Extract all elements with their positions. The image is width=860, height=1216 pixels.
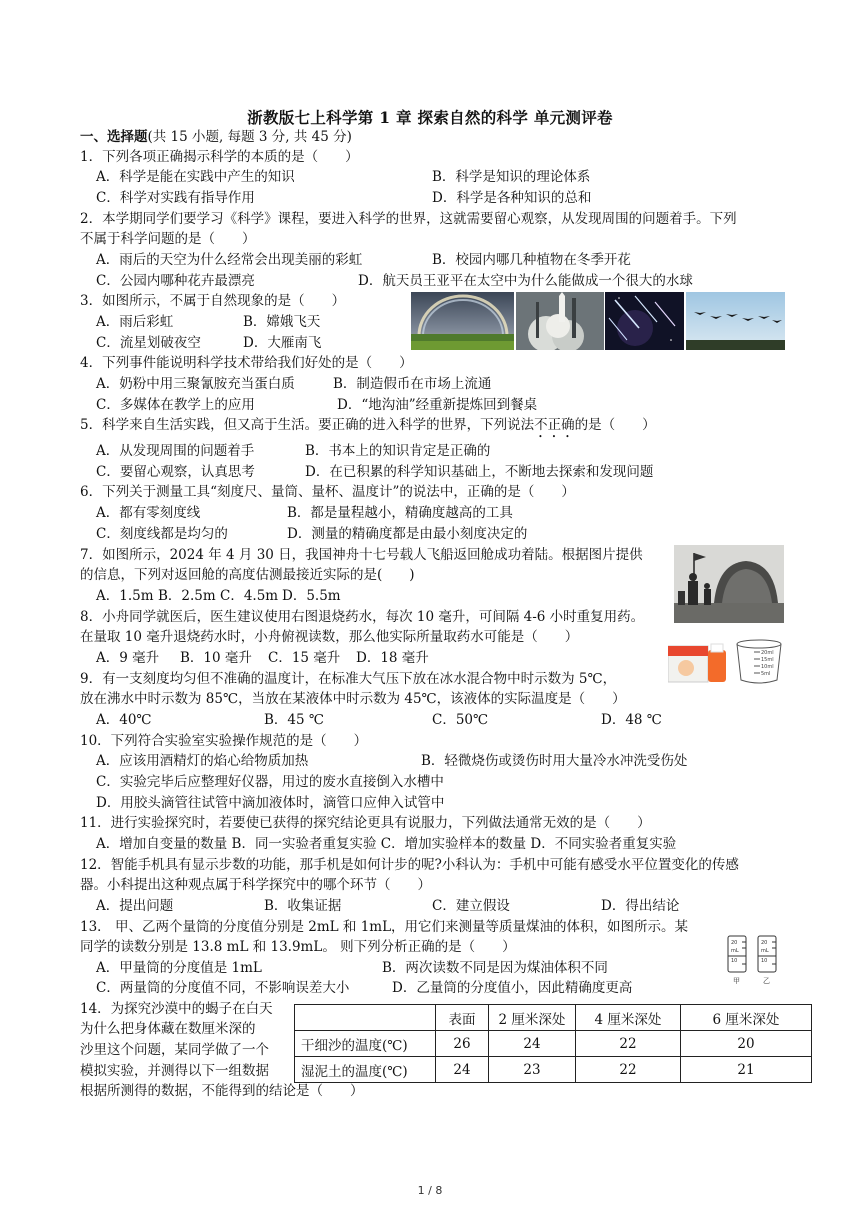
q1-option-d: D．科学是各种知识的总和 [432,190,592,206]
question-14-line-3: 沙里这个问题，某同学做了一个 [80,1042,269,1058]
q5-option-a: A．从发现周围的问题着手 [96,443,255,459]
question-14-line-2: 为什么把身体藏在数厘米深的 [80,1021,256,1037]
question-12-stem: 12．智能手机具有显示步数的功能，那手机是如何计步的呢?小科认为：手机中可能有感受水平位置变化的传感 [80,857,739,873]
table-cell: 23 [489,1057,576,1083]
cyl-mark-20-b: 20 [761,940,768,946]
question-8-stem-cont: 在量取 10 毫升退烧药水时，小舟俯视读数，那么他实际所量取药水可能是（ ） [80,629,579,645]
q6-option-d: D．测量的精确度都是由最小刻度决定的 [287,526,528,542]
section-note: (共 15 小题, 每题 3 分, 共 45 分) [147,129,352,145]
q11-options: A．增加自变量的数量 B．同一实验者重复实验 C．增加实验样本的数量 D．不同实验者重复实验 [96,836,677,852]
table-cell: 20 [681,1031,812,1057]
q13-option-a: A．甲量筒的分度值是 1mL [96,960,262,976]
q10-option-a: A．应该用酒精灯的焰心给物质加热 [96,753,309,769]
question-14-line-5: 根据所测得的数据，不能得到的结论是（ ） [80,1083,364,1099]
capsule-landing-photo [674,545,784,623]
question-10-stem: 10．下列符合实验室实验操作规范的是（ ） [80,733,368,749]
table-header-cell: 2 厘米深处 [489,1005,576,1031]
q10-option-c: C．实验完毕后应整理好仪器，用过的废水直接倒入水槽中 [96,774,444,790]
page-title: 浙教版七上科学第 1 章 探索自然的科学 单元测评卷 [247,108,613,127]
q5-option-c: C．要留心观察，认真思考 [96,464,255,480]
q5-stem-pre: 5．科学来自生活实践，但又高于生活。要正确的进入科学的世界，下列说法 [80,417,535,433]
q5-option-d: D．在已积累的科学知识基础上，不断地去探索和发现问题 [305,464,654,480]
question-2-stem-cont: 不属于科学问题的是（ ） [80,231,256,247]
question-7-stem-cont: 的信息，下列对返回舱的高度估测最接近实际的是( ) [80,567,415,583]
graduated-cylinders-diagram [722,934,786,986]
q12-option-c: C．建立假设 [432,898,510,914]
q13-option-d: D．乙量筒的分度值小，因此精确度更高 [392,980,633,996]
table-cell: 24 [489,1031,576,1057]
question-4-stem: 4．下列事件能说明科学技术带给我们好处的是（ ） [80,355,413,371]
question-13-stem-cont: 同学的读数分别是 13.8 mL 和 13.9mL。 则下列分析正确的是（ ） [80,939,516,955]
q3-option-c: C．流星划破夜空 [96,335,201,351]
table-row [295,1057,812,1083]
q10-option-d: D．用胶头滴管往试管中滴加液体时，滴管口应伸入试管中 [96,795,445,811]
q7-option-a: A．1.5m [96,588,154,604]
q13-option-c: C．两量筒的分度值不同，不影响误差大小 [96,980,350,996]
temperature-table [294,1004,812,1083]
q4-option-c: C．多媒体在教学上的应用 [96,397,255,413]
medicine-box-photo [668,640,728,684]
q7-option-b: B．2.5m [158,588,216,604]
question-12-stem-cont: 器。小科提出这种观点属于科学探究中的哪个环节（ ） [80,877,431,893]
cyl-mark-10: 10 [731,958,738,964]
q6-option-a: A．都有零刻度线 [96,505,201,521]
q5-option-b: B．书本上的知识肯定是正确的 [305,443,491,459]
cylinder-label-jia: 甲 [733,977,740,985]
rocket-launch-photo [516,292,604,350]
section-label: 一、选择题 [80,129,148,145]
cyl-mark-ml: mL [731,948,739,954]
q9-option-a: A．40℃ [96,712,152,728]
question-7-stem: 7．如图所示，2024 年 4 月 30 日，我国神舟十七号载人飞船返回舱成功着陆。根据图片提供 [80,547,643,563]
q2-option-c: C．公园内哪种花卉最漂亮 [96,273,255,289]
q8-option-d: D．18 毫升 [356,650,429,666]
q6-option-b: B．都是量程越小，精确度越高的工具 [287,505,513,521]
question-9-stem: 9．有一支刻度均匀但不准确的温度计，在标准大气压下放在冰水混合物中时示数为 5℃， [80,671,617,687]
table-header-cell: 表面 [436,1005,489,1031]
table-header-cell [295,1005,436,1031]
question-9-stem-cont: 放在沸水中时示数为 85℃，当放在某液体中时示数为 45℃，该液体的实际温度是（ ） [80,691,626,707]
q4-option-b: B．制造假币在市场上流通 [333,376,492,392]
q7-option-d: D．5.5m [282,588,341,604]
table-row [295,1031,812,1057]
q3-option-a: A．雨后彩虹 [96,314,174,330]
cup-mark-15: 15ml [761,657,774,663]
q12-option-b: B．收集证据 [264,898,342,914]
page-number: 1 / 8 [417,1184,443,1197]
table-row-header: 湿泥土的温度(℃) [295,1057,436,1083]
q6-option-c: C．刻度线都是均匀的 [96,526,228,542]
q9-option-d: D．48 ℃ [601,712,662,728]
q2-option-a: A．雨后的天空为什么经常会出现美丽的彩虹 [96,252,363,268]
table-cell: 22 [576,1057,681,1083]
question-5-stem [80,415,656,441]
question-14-line-4: 模拟实验，并测得以下一组数据 [80,1063,269,1079]
meteor-photo [605,292,684,350]
table-header-row [295,1005,812,1031]
table-header-cell: 4 厘米深处 [576,1005,681,1031]
q4-option-a: A．奶粉中用三聚氰胺充当蛋白质 [96,376,295,392]
table-header-cell: 6 厘米深处 [681,1005,812,1031]
section-heading [80,127,352,147]
cylinder-label-yi: 乙 [763,977,770,985]
q8-option-b: B．10 毫升 [180,650,252,666]
question-8-stem: 8．小舟同学就医后，医生建议使用右图退烧药水，每次 10 毫升，可间隔 4-6 小时重复用药。 [80,609,645,625]
table-row-header: 干细沙的温度(℃) [295,1031,436,1057]
q8-option-c: C．15 毫升 [268,650,341,666]
q3-option-b: B．嫦娥飞天 [243,314,321,330]
question-2-stem: 2．本学期同学们要学习《科学》课程，要进入科学的世界，这就需要留心观察，从发现周围的问题着手。下列 [80,211,737,227]
q10-option-b: B．轻微烧伤或烫伤时用大量冷水冲洗受伤处 [421,753,688,769]
table-cell: 26 [436,1031,489,1057]
q3-option-d: D．大雁南飞 [243,335,322,351]
q9-option-b: B．45 ℃ [264,712,324,728]
q7-option-c: C．4.5m [220,588,279,604]
q5-stem-post: 的是（ ） [574,417,656,433]
q8-option-a: A．9 毫升 [96,650,160,666]
question-3-stem: 3．如图所示，不属于自然现象的是（ ） [80,293,346,309]
q12-option-d: D．得出结论 [601,898,680,914]
cyl-mark-20: 20 [731,940,738,946]
table-cell: 22 [576,1031,681,1057]
cup-mark-5: 5ml [761,671,771,677]
question-1-stem: 1．下列各项正确揭示科学的本质的是（ ） [80,149,359,165]
question-6-stem: 6．下列关于测量工具“刻度尺、量筒、量杯、温度计”的说法中，正确的是（ ） [80,484,575,500]
q1-option-c: C．科学对实践有指导作用 [96,190,255,206]
q5-stem-emphasis: 不正确 [534,417,575,433]
table-cell: 21 [681,1057,812,1083]
question-14-line-1: 14．为探究沙漠中的蝎子在白天 [80,1001,273,1017]
cup-mark-10: 10ml [761,664,774,670]
rainbow-photo [411,292,514,350]
wild-geese-photo [686,292,785,350]
q13-option-b: B．两次读数不同是因为煤油体积不同 [382,960,608,976]
q4-option-d: D．“地沟油”经重新提炼回到餐桌 [337,397,538,413]
q12-option-a: A．提出问题 [96,898,174,914]
question-11-stem: 11．进行实验探究时，若要使已获得的探究结论更具有说服力，下列做法通常无效的是（ ） [80,815,651,831]
q2-option-d: D．航天员王亚平在太空中为什么能做成一个很大的水球 [358,273,693,289]
question-13-stem: 13． 甲、乙两个量筒的分度值分别是 2mL 和 1mL，用它们来测量等质量煤油的体积，如图所示。某 [80,919,689,935]
measuring-cup-diagram [732,638,786,686]
q1-option-a: A．科学是能在实践中产生的知识 [96,169,295,185]
table-cell: 24 [436,1057,489,1083]
cyl-mark-10-b: 10 [761,958,768,964]
cup-mark-20: 20ml [761,650,774,656]
q9-option-c: C．50℃ [432,712,489,728]
cyl-mark-ml-b: mL [761,948,769,954]
q2-option-b: B．校园内哪几种植物在冬季开花 [432,252,631,268]
q1-option-b: B．科学是知识的理论体系 [432,169,591,185]
